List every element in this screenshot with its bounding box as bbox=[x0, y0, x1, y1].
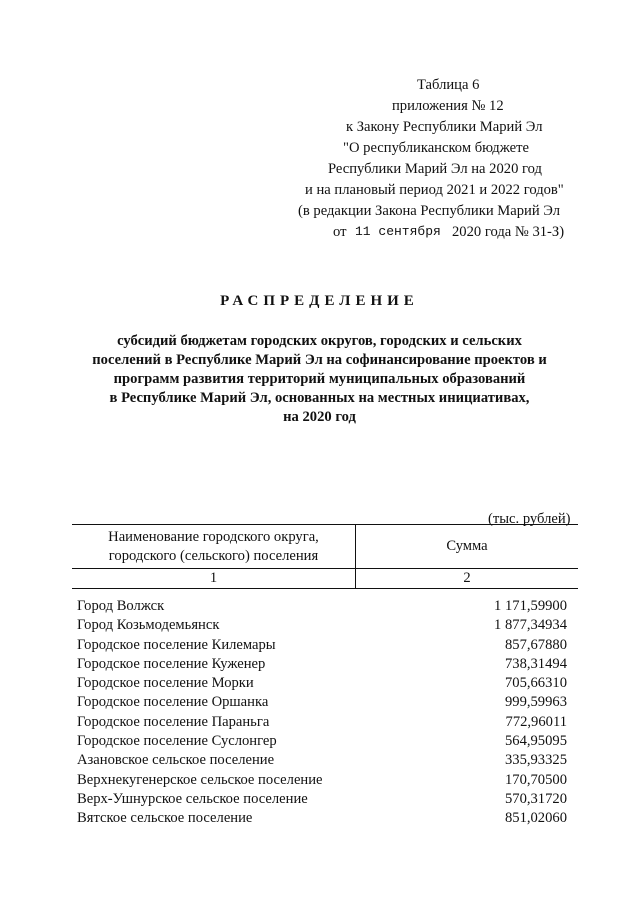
row-sum: 772,96011 bbox=[505, 713, 567, 730]
table-row bbox=[77, 732, 567, 751]
column-header-name-line: Наименование городского округа, bbox=[108, 529, 319, 545]
subtitle-line: субсидий бюджетам городских округов, городских и сельских bbox=[117, 333, 522, 349]
row-sum: 857,67880 bbox=[504, 636, 567, 653]
subtitle-line: поселений в Республике Марий Эл на софинансирование проектов и bbox=[92, 352, 547, 368]
document-subtitle bbox=[0, 332, 639, 427]
header-line-6: и на плановый период 2021 и 2022 годов" bbox=[305, 182, 564, 198]
table-number-row bbox=[72, 568, 578, 589]
row-name: Городское поселение Морки bbox=[77, 675, 254, 692]
table-body bbox=[77, 597, 567, 829]
row-name: Азановское сельское поселение bbox=[77, 752, 275, 769]
subtitle-line: на 2020 год bbox=[283, 409, 356, 425]
column-number-1: 1 bbox=[72, 569, 356, 588]
header-line-8-prefix: от bbox=[333, 224, 347, 240]
column-header-sum: Сумма bbox=[446, 538, 488, 554]
subtitle-line: в Республике Марий Эл, основанных на местных инициативах, bbox=[109, 390, 530, 406]
header-line-1: Таблица 6 bbox=[417, 77, 480, 93]
row-name: Верхнекугенерское сельское поселение bbox=[77, 771, 323, 788]
row-name: Вятское сельское поселение bbox=[77, 810, 253, 827]
row-sum: 1 171,59900 bbox=[494, 598, 567, 614]
table-row bbox=[77, 674, 567, 693]
row-name: Городское поселение Суслонгер bbox=[77, 733, 277, 750]
table-header bbox=[72, 524, 578, 589]
table-row bbox=[77, 751, 567, 770]
document-title: РАСПРЕДЕЛЕНИЕ bbox=[220, 293, 419, 309]
row-name: Город Волжск bbox=[77, 598, 165, 614]
table-row bbox=[77, 616, 567, 635]
table-row bbox=[77, 713, 567, 732]
row-sum: 1 877,34934 bbox=[494, 617, 567, 634]
table-row bbox=[77, 693, 567, 712]
row-sum: 564,95095 bbox=[504, 733, 567, 750]
header-line-2: приложения № 12 bbox=[392, 98, 504, 114]
table-row bbox=[77, 655, 567, 674]
row-sum: 705,66310 bbox=[504, 675, 567, 692]
row-name: Городское поселение Килемары bbox=[77, 636, 276, 653]
table-row bbox=[77, 597, 567, 616]
header-line-4: "О республиканском бюджете bbox=[343, 140, 529, 156]
table-row bbox=[77, 790, 567, 809]
row-sum: 335,93325 bbox=[504, 752, 567, 769]
row-name: Городское поселение Оршанка bbox=[77, 694, 269, 711]
column-number-2: 2 bbox=[463, 570, 471, 586]
row-sum: 738,31494 bbox=[504, 655, 567, 672]
row-name: Верх-Ушнурское сельское поселение bbox=[77, 790, 308, 807]
header-line-3: к Закону Республики Марий Эл bbox=[346, 119, 543, 135]
table-row bbox=[77, 771, 567, 790]
row-sum: 570,31720 bbox=[504, 790, 567, 807]
table-row bbox=[77, 636, 567, 655]
column-header-name bbox=[72, 525, 356, 568]
column-header-name-line: городского (сельского) поселения bbox=[108, 548, 319, 564]
row-name: Городское поселение Параньга bbox=[77, 713, 270, 730]
row-name: Городское поселение Куженер bbox=[77, 655, 266, 672]
unit-label: (тыс. рублей) bbox=[488, 511, 571, 527]
header-line-8-suffix: 2020 года № 31-З) bbox=[452, 224, 565, 240]
row-sum: 170,70500 bbox=[504, 771, 567, 788]
header-line-5: Республики Марий Эл на 2020 год bbox=[328, 161, 542, 177]
table-row bbox=[77, 809, 567, 828]
row-sum: 851,02060 bbox=[504, 810, 567, 827]
row-name: Город Козьмодемьянск bbox=[77, 617, 220, 634]
row-sum: 999,59963 bbox=[504, 694, 567, 711]
header-date: 11 сентября bbox=[355, 224, 441, 239]
subtitle-line: программ развития территорий муниципальных образований bbox=[113, 371, 526, 387]
header-line-7: (в редакции Закона Республики Марий Эл bbox=[298, 203, 561, 219]
table-header-row bbox=[72, 524, 578, 568]
